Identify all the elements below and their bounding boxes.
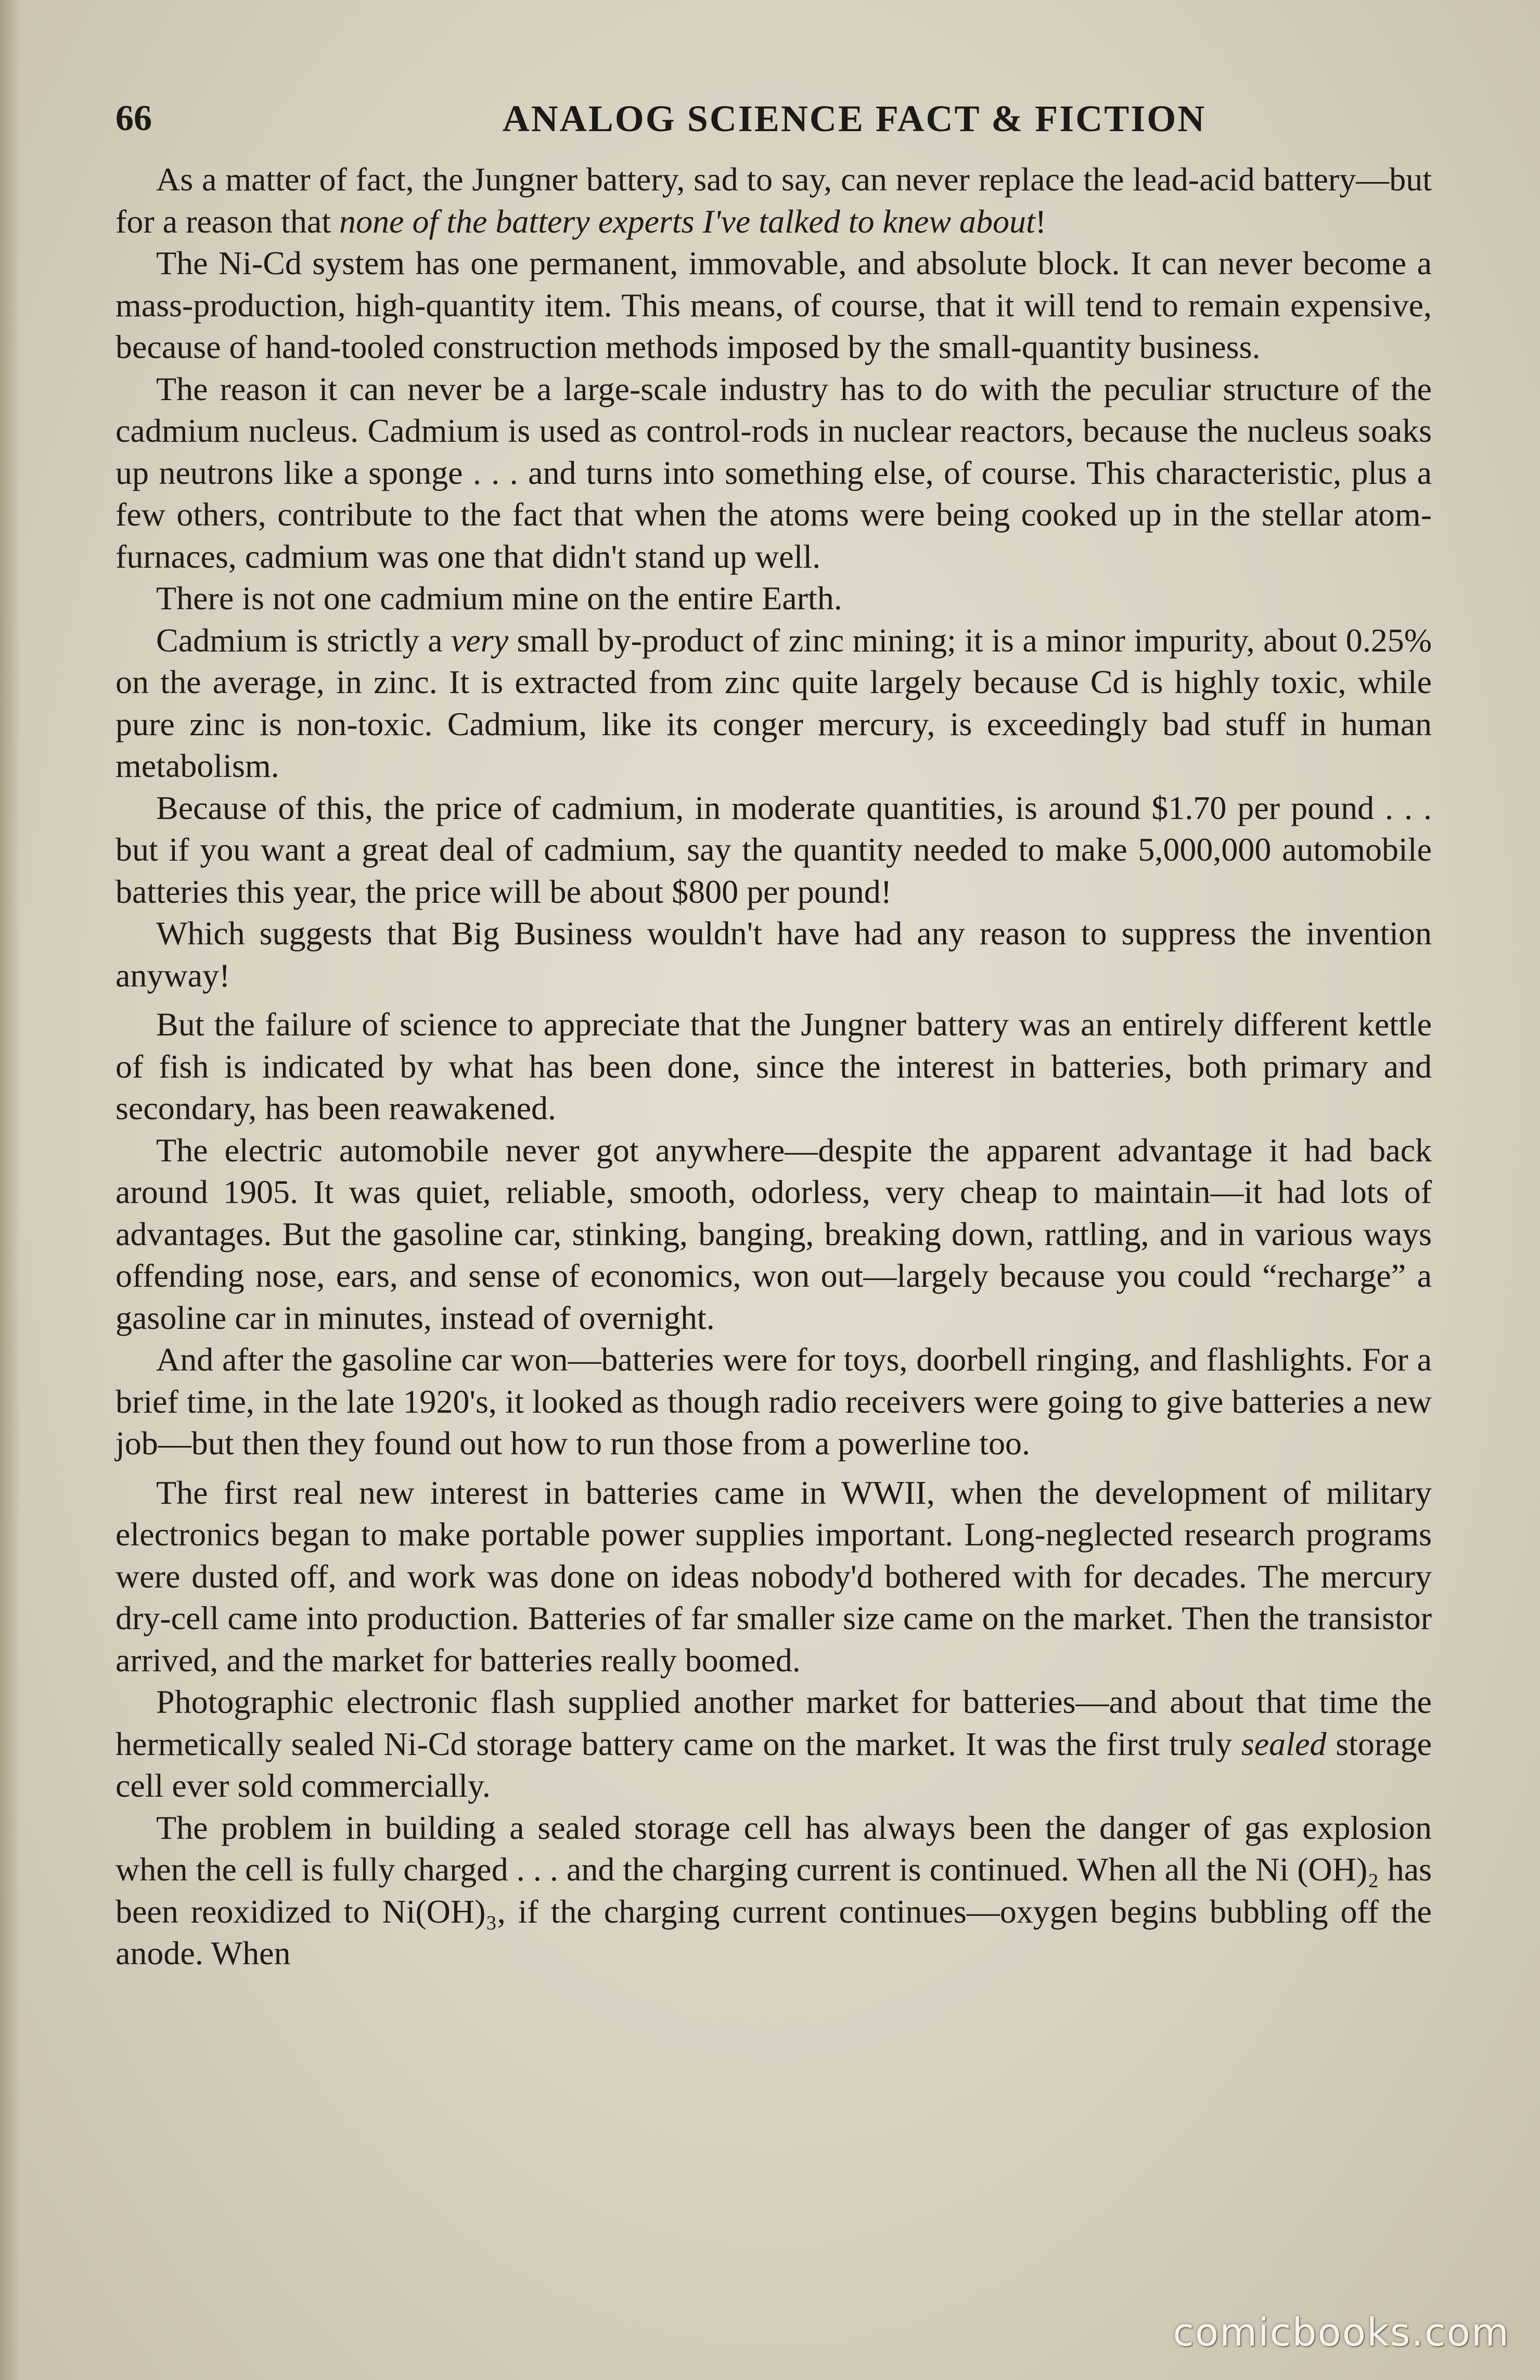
paragraph: Because of this, the price of cadmium, in moderate quantities, is around $1.70 per pound . . . but if you want a great deal of cadmium, say the quantity needed to make 5,000,000 automobile batteries this year, the price will be about $800 per pound!	[116, 789, 1432, 910]
paragraph: The first real new interest in batteries came in WWII, when the development of military electronics began to make portable power supplies important. Long-neglected research programs were dusted off, and work was done on ideas nobody'd bothered with for decades. The mercury dry-cell came into production. Batteries of far smaller size came on the market. Then the transistor arrived, and the market for batteries really boomed.	[116, 1474, 1432, 1679]
paragraph: But the failure of science to appreciate that the Jungner battery was an entirely different kettle of fish is indicated by what has been done, since the interest in batteries, both primary and secondary, has been reawakened.	[116, 1006, 1432, 1127]
paragraph: The problem in building a sealed storage cell has always been the danger of gas explosion when the cell is fully charged . . . and the charging current is continued. When all the Ni (OH)₂ has been reoxidized to Ni(OH)₃, if the charging current continues—oxygen begins bubbling off the anode. When	[116, 1809, 1432, 1972]
running-head: ANALOG SCIENCE FACT & FICTION	[502, 98, 1207, 139]
paragraph: The reason it can never be a large-scale industry has to do with the peculiar structure of the cadmium nucleus. Cadmium is used as control-rods in nuclear reactors, because the nucleus soaks up neutrons like a sponge . . . and turns into something else, of course. This characteristic, plus a few others, contribute to the fact that when the atoms were being cooked up in the stellar atom-furnaces, cadmium was one that didn't stand up well.	[116, 370, 1432, 575]
emphasis-text: sealed	[1241, 1725, 1327, 1762]
paragraph: The electric automobile never got anywhere—despite the apparent advantage it had back around 1905. It was quiet, reliable, smooth, odorless, very cheap to maintain—it had lots of advantages. But the gasoline car, stinking, banging, breaking down, rattling, and in various ways offending nose, ears, and sense of economics, won out—largely because you could “recharge” a gasoline car in minutes, instead of overnight.	[116, 1131, 1432, 1336]
emphasis-text: none of the battery experts I've talked to knew about	[339, 202, 1035, 240]
paragraph: Which suggests that Big Business wouldn't have had any reason to suppress the invention anyway!	[116, 915, 1432, 994]
page-edge-shadow	[0, 0, 21, 2380]
watermark: comicbooks.com	[1173, 2310, 1510, 2355]
page-header	[116, 87, 1432, 150]
article-body	[116, 159, 1432, 1975]
paragraph: As a matter of fact, the Jungner battery, sad to say, can never replace the lead-acid battery—but for a reason that none of the battery experts I've talked to knew about!	[116, 161, 1432, 240]
paragraph: There is not one cadmium mine on the entire Earth.	[156, 580, 842, 617]
emphasis-text: very	[451, 621, 509, 659]
page-number: 66	[116, 98, 152, 138]
paragraph: Photographic electronic flash supplied another market for batteries—and about that time the hermetically sealed Ni-Cd storage battery came on the market. It was the first truly sealed storage cell ever sold commercially.	[116, 1683, 1432, 1804]
paragraph: And after the gasoline car won—batteries were for toys, doorbell ringing, and flashlights. For a brief time, in the late 1920's, it looked as though radio receivers were going to give batteries a new job—but then they found out how to run those from a powerline too.	[116, 1341, 1432, 1462]
paragraph: Cadmium is strictly a very small by-product of zinc mining; it is a minor impurity, about 0.25% on the average, in zinc. It is extracted from zinc quite largely because Cd is highly toxic, while pure zinc is non-toxic. Cadmium, like its conger mercury, is exceedingly bad stuff in human metabolism.	[116, 621, 1432, 784]
paragraph: The Ni-Cd system has one permanent, immovable, and absolute block. It can never become a mass-production, high-quantity item. This means, of course, that it will tend to remain expensive, because of hand-tooled construction methods imposed by the small-quantity business.	[116, 245, 1432, 365]
